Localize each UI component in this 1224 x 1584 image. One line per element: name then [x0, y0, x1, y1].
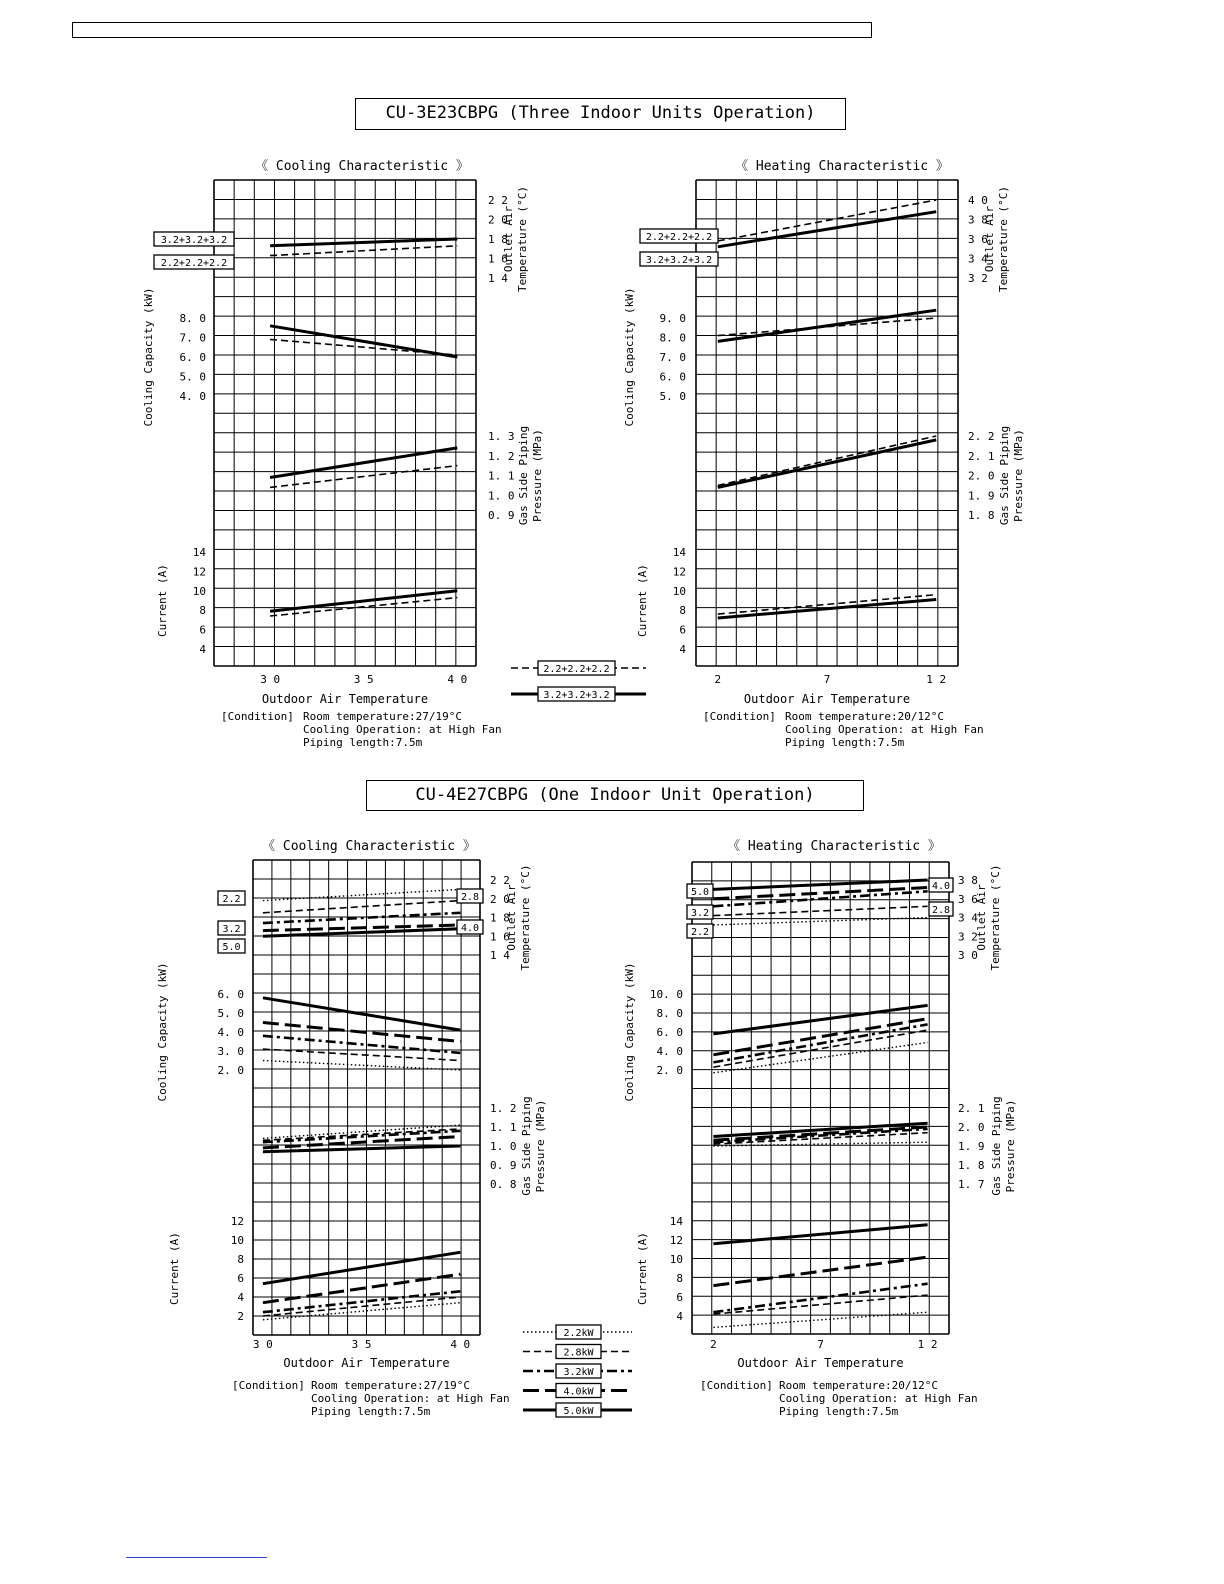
y-tick-label: 1. 9	[968, 489, 995, 503]
y-tick-label: 8	[237, 1253, 244, 1266]
condition-line: Cooling Operation: at High Fan	[303, 723, 502, 736]
condition-line: Room temperature:20/12°C	[779, 1379, 938, 1392]
y-axis-label: Current (A)	[636, 1232, 649, 1305]
legend2-item-text: 3.2kW	[563, 1367, 594, 1378]
legend1-item	[538, 687, 615, 701]
y-tick-label: 3 8	[958, 874, 978, 887]
y-tick-label: 14	[669, 1215, 683, 1228]
y-axis-label: Gas Side Piping	[990, 1096, 1003, 1196]
y-tick-label: 3 4	[968, 252, 988, 266]
series-tag-left	[154, 232, 234, 246]
series-tag-left-text: 2.2	[222, 894, 241, 905]
condition-line: Room temperature:27/19°C	[311, 1379, 470, 1392]
legend1-item-text: 2.2+2.2+2.2	[543, 664, 610, 675]
y-tick-label: 8	[679, 604, 686, 618]
y-axis-label: Temperature (°C)	[997, 186, 1010, 292]
section2-title: CU-4E27CBPG (One Indoor Unit Operation)	[366, 780, 864, 811]
legend2-item	[556, 1403, 601, 1417]
y-tick-label: 1 8	[490, 911, 510, 925]
y-tick-label: 4. 0	[217, 1026, 244, 1039]
y-tick-label: 3 4	[958, 911, 978, 925]
y-tick-label: 5. 0	[179, 370, 206, 384]
y-tick-label: 2. 0	[217, 1064, 244, 1077]
y-tick-label: 4 0	[968, 194, 988, 207]
x-axis-label: Outdoor Air Temperature	[737, 1356, 904, 1370]
series-line-2.2kW	[713, 1312, 927, 1327]
y-tick-label: 8	[676, 1272, 683, 1285]
condition-line: Cooling Operation: at High Fan	[785, 723, 984, 736]
y-axis-label: Pressure (MPa)	[1004, 1099, 1017, 1193]
y-tick-label: 1. 1	[490, 1121, 517, 1134]
y-axis-label: Cooling Capacity (kW)	[142, 287, 155, 427]
series-tag-left-text: 5.0	[222, 942, 241, 953]
x-tick-label: 3 5	[353, 673, 374, 686]
series-line-4.0kW	[713, 1257, 927, 1286]
y-axis-label: Outlet Air	[505, 884, 518, 951]
y-tick-label: 2. 0	[958, 1121, 985, 1134]
series-tag-left	[640, 229, 718, 243]
series-tag-left	[218, 921, 245, 935]
condition-line: Room temperature:27/19°C	[303, 710, 462, 723]
y-tick-label: 1. 9	[958, 1140, 985, 1153]
y-tick-label: 3. 0	[217, 1045, 244, 1058]
y-tick-label: 2 2	[490, 874, 510, 887]
y-tick-label: 6	[199, 623, 206, 637]
series-tag-left-text: 2.2+2.2+2.2	[160, 258, 228, 269]
series-tag-right-text: 4.0	[931, 881, 951, 892]
series-tag-right	[457, 920, 483, 934]
y-tick-label: 1 8	[488, 233, 508, 246]
y-tick-label: 6	[676, 1291, 683, 1304]
series-line-2.2+2.2+2.2	[718, 595, 936, 614]
y-tick-label: 1 6	[488, 252, 508, 266]
series-tag-right	[929, 878, 953, 892]
series-line-2.8kW	[263, 901, 460, 913]
series-tag-left-text: 3.2	[222, 924, 241, 935]
y-tick-label: 8. 0	[179, 312, 206, 325]
y-axis-label: Pressure (MPa)	[534, 1099, 547, 1193]
y-axis-label: Gas Side Piping	[520, 1096, 533, 1196]
x-axis-label: Outdoor Air Temperature	[743, 692, 911, 706]
y-tick-label: 3 2	[968, 272, 988, 285]
condition-line: Piping length:7.5m	[779, 1405, 899, 1418]
y-tick-label: 4	[199, 643, 206, 656]
y-tick-label: 4. 0	[656, 1045, 683, 1058]
y-tick-label: 1. 1	[488, 469, 515, 483]
y-tick-label: 2 2	[488, 194, 508, 207]
series-tag-left-text: 3.2+3.2+3.2	[645, 255, 713, 266]
series-tag-right-text: 2.8	[460, 892, 480, 903]
y-tick-label: 2 0	[490, 892, 510, 906]
y-axis-label: Outlet Air	[983, 205, 996, 273]
y-axis-label: Temperature (°C)	[989, 864, 1002, 971]
y-axis-label: Cooling Capacity (kW)	[623, 287, 636, 427]
section1-title: CU-3E23CBPG (Three Indoor Units Operation)	[355, 98, 846, 130]
y-tick-label: 12	[230, 1215, 244, 1228]
condition-line: Piping length:7.5m	[785, 736, 905, 749]
series-tag-left	[154, 255, 234, 269]
x-axis-label: Outdoor Air Temperature	[283, 1356, 450, 1370]
condition-line: Piping length:7.5m	[311, 1405, 431, 1418]
series-tag-left-text: 5.0	[690, 887, 710, 898]
y-tick-label: 3 6	[958, 892, 978, 906]
y-tick-label: 4	[676, 1310, 683, 1323]
x-tick-label: 3 0	[252, 1338, 273, 1351]
x-axis-label: Outdoor Air Temperature	[261, 692, 429, 706]
condition-line: Piping length:7.5m	[303, 736, 423, 749]
series-line-3.2kW	[263, 913, 460, 923]
series-tag-left	[687, 905, 713, 919]
condition-label: [Condition]	[221, 710, 294, 723]
legend2-item	[556, 1325, 601, 1339]
y-tick-label: 3 8	[968, 213, 988, 227]
condition-label: [Condition]	[703, 710, 776, 723]
y-tick-label: 14	[672, 546, 686, 559]
y-axis-label: Gas Side Piping	[517, 425, 530, 526]
y-tick-label: 3 2	[958, 930, 978, 944]
x-tick-label: 3 0	[260, 673, 281, 686]
y-axis-label: Gas Side Piping	[998, 425, 1011, 526]
series-line-5.0kW	[713, 1225, 927, 1244]
y-axis-label: Pressure (MPa)	[1012, 429, 1025, 522]
y-tick-label: 9. 0	[659, 312, 686, 325]
y-tick-label: 3 0	[958, 949, 978, 962]
series-line-3.2+3.2+3.2	[718, 212, 936, 247]
series-line-2.8kW	[713, 906, 927, 915]
condition-label: [Condition]	[232, 1379, 305, 1392]
y-axis-label: Cooling Capacity (kW)	[156, 962, 169, 1102]
series-line-3.2kW	[713, 891, 927, 906]
y-tick-label: 1. 7	[958, 1178, 985, 1191]
y-tick-label: 8. 0	[656, 1007, 683, 1020]
y-tick-label: 8	[199, 604, 206, 618]
series-tag-left	[687, 924, 713, 938]
y-axis-label: Cooling Capacity (kW)	[623, 962, 636, 1102]
y-tick-label: 1. 2	[490, 1102, 517, 1115]
y-tick-label: 8. 0	[659, 331, 686, 345]
y-tick-label: 2 0	[488, 213, 508, 227]
series-tag-right	[457, 889, 483, 903]
chart-title: 《 Cooling Characteristic 》	[262, 839, 476, 854]
chart-title: 《 Cooling Characteristic 》	[255, 159, 469, 174]
series-line-3.2+3.2+3.2	[718, 600, 936, 619]
x-tick-label: 1 2	[926, 673, 947, 686]
series-tag-right	[929, 902, 953, 916]
s2-heating-chart	[623, 839, 1017, 1418]
y-tick-label: 0. 8	[490, 1178, 517, 1191]
y-axis-label: Pressure (MPa)	[531, 429, 544, 522]
series-tag-left-text: 2.2+2.2+2.2	[645, 232, 713, 243]
legend2-item-text: 2.8kW	[563, 1347, 594, 1359]
y-tick-label: 6	[237, 1272, 244, 1285]
y-tick-label: 10	[230, 1234, 244, 1247]
legend2-item-text: 5.0kW	[563, 1406, 594, 1417]
y-tick-label: 10	[669, 1253, 683, 1266]
condition-line: Room temperature:20/12°C	[785, 710, 944, 723]
series-line-3.2+3.2+3.2	[270, 239, 457, 246]
x-tick-label: 1 2	[917, 1338, 938, 1351]
legend2-item-text: 2.2kW	[563, 1328, 594, 1339]
x-tick-label: 7	[823, 673, 831, 686]
chart-title: 《 Heating Characteristic 》	[735, 159, 949, 174]
series-line-2.2+2.2+2.2	[718, 200, 936, 241]
y-axis-label: Outlet Air	[975, 884, 988, 951]
y-tick-label: 4	[679, 643, 686, 656]
x-tick-label: 7	[817, 1338, 824, 1351]
legend2-item	[556, 1384, 601, 1398]
x-tick-label: 3 5	[351, 1338, 372, 1351]
legend2-item	[556, 1345, 601, 1359]
y-tick-label: 1. 3	[488, 430, 515, 443]
y-axis-label: Current (A)	[156, 564, 169, 637]
series-tag-left-text: 3.2+3.2+3.2	[160, 235, 228, 246]
y-tick-label: 5. 0	[217, 1007, 244, 1020]
legend2-item	[556, 1364, 601, 1378]
series-tag-left	[218, 891, 245, 905]
y-tick-label: 6. 0	[659, 370, 686, 384]
series-tag-left-text: 3.2	[690, 908, 710, 919]
y-tick-label: 14	[192, 546, 206, 559]
y-tick-label: 2. 2	[968, 430, 995, 443]
y-axis-label: Outlet Air	[502, 205, 515, 273]
y-tick-label: 2. 1	[958, 1102, 985, 1115]
series-line-3.2+3.2+3.2	[718, 440, 936, 488]
series-tag-right-text: 4.0	[460, 923, 480, 934]
series-line-4.0kW	[713, 1019, 927, 1055]
series-tag-right-text: 2.8	[931, 905, 951, 916]
series-tag-left-text: 2.2	[690, 927, 710, 938]
y-tick-label: 2. 0	[968, 469, 995, 483]
series-line-2.2+2.2+2.2	[270, 466, 457, 488]
x-tick-label: 2	[710, 1338, 717, 1351]
y-tick-label: 12	[192, 565, 206, 579]
y-axis-label: Temperature (°C)	[516, 186, 529, 292]
y-tick-label: 1. 8	[968, 509, 995, 522]
chart-title: 《 Heating Characteristic 》	[727, 839, 941, 854]
y-tick-label: 4	[237, 1291, 244, 1304]
y-axis-label: Temperature (°C)	[519, 864, 532, 971]
x-tick-label: 2	[714, 673, 722, 686]
legend1-item	[538, 661, 615, 675]
y-tick-label: 1. 2	[488, 449, 515, 463]
series-line-3.2kW	[263, 1291, 460, 1312]
series-tag-left	[640, 252, 718, 266]
y-tick-label: 7. 0	[179, 331, 206, 345]
s2-cooling-chart	[156, 839, 547, 1418]
condition-label: [Condition]	[700, 1379, 773, 1392]
legend2-item-text: 4.0kW	[563, 1386, 594, 1398]
series-line-2.2kW	[713, 1043, 927, 1073]
series-line-2.2kW	[263, 889, 460, 900]
y-tick-label: 6. 0	[179, 351, 206, 364]
series-line-3.2+3.2+3.2	[718, 310, 936, 341]
y-tick-label: 0. 9	[488, 509, 515, 522]
y-tick-label: 2	[237, 1310, 244, 1323]
y-tick-label: 1 4	[490, 949, 510, 962]
series-line-2.2kW	[263, 1303, 460, 1320]
y-tick-label: 0. 9	[490, 1159, 517, 1172]
y-tick-label: 1. 0	[488, 489, 515, 503]
legend1-item-text: 3.2+3.2+3.2	[543, 690, 610, 701]
series-tag-left	[218, 939, 245, 953]
y-tick-label: 10	[672, 584, 686, 598]
y-tick-label: 2. 1	[968, 449, 995, 463]
s1-heating-chart	[623, 159, 1025, 749]
y-axis-label: Current (A)	[636, 564, 649, 637]
y-tick-label: 6. 0	[656, 1026, 683, 1039]
condition-line: Cooling Operation: at High Fan	[311, 1392, 510, 1405]
y-tick-label: 5. 0	[659, 390, 686, 403]
footer-rule	[126, 1557, 267, 1558]
y-tick-label: 6	[679, 623, 686, 637]
series-line-2.2+2.2+2.2	[718, 436, 936, 485]
y-tick-label: 1. 8	[958, 1159, 985, 1172]
condition-line: Cooling Operation: at High Fan	[779, 1392, 978, 1405]
x-tick-label: 4 0	[447, 673, 468, 686]
y-tick-label: 6. 0	[217, 988, 244, 1001]
series-tag-left	[687, 884, 713, 898]
y-tick-label: 1 4	[488, 272, 508, 285]
y-tick-label: 3 6	[968, 233, 988, 246]
y-tick-label: 4. 0	[179, 390, 206, 403]
y-tick-label: 1. 0	[490, 1140, 517, 1153]
y-tick-label: 12	[672, 565, 686, 579]
y-tick-label: 1 6	[490, 930, 510, 944]
x-tick-label: 4 0	[450, 1338, 471, 1351]
series-line-2.2+2.2+2.2	[270, 246, 457, 256]
series-line-3.2kW	[263, 1131, 460, 1142]
y-tick-label: 12	[669, 1234, 683, 1247]
s1-cooling-chart	[142, 159, 544, 749]
y-tick-label: 2. 0	[656, 1064, 683, 1077]
y-tick-label: 10	[192, 584, 206, 598]
y-axis-label: Current (A)	[168, 1232, 181, 1305]
y-tick-label: 7. 0	[659, 351, 686, 364]
y-tick-label: 10. 0	[649, 988, 683, 1001]
